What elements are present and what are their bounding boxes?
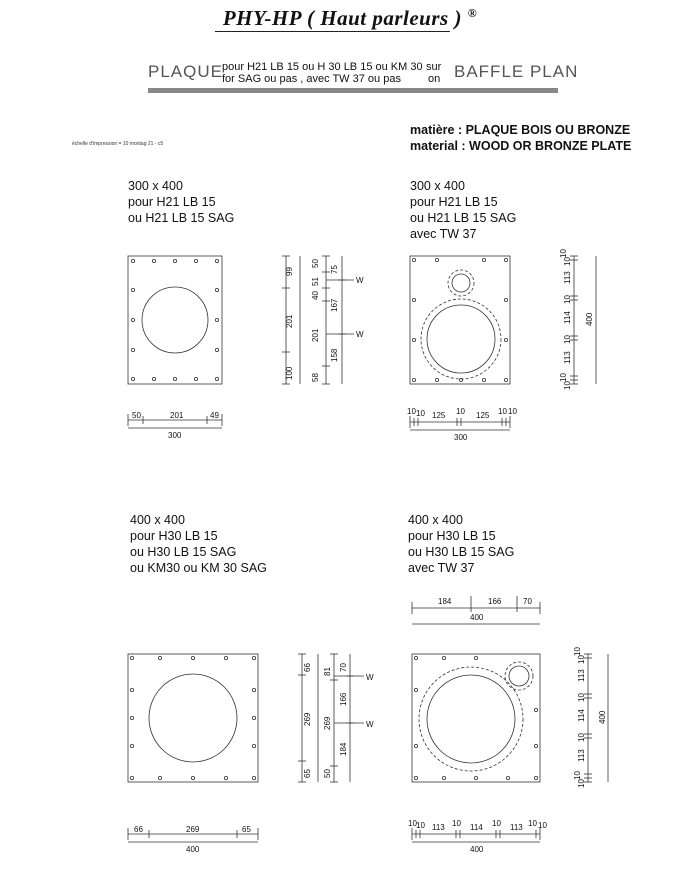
dim-label: 269	[303, 712, 312, 726]
dim-total: 400	[470, 845, 484, 854]
dim-label: 10	[577, 655, 586, 664]
woofer-cutout-outer	[419, 667, 523, 771]
dim-label: 50	[311, 259, 320, 268]
dim-label: 10	[408, 819, 417, 828]
plate-2-line: avec TW 37	[410, 227, 477, 241]
dim-label: 10	[559, 249, 568, 258]
material-en: material : WOOD OR BRONZE PLATE	[410, 139, 632, 153]
word-sur: sur	[426, 61, 442, 73]
dim-label: 158	[330, 348, 339, 362]
plate-1-size: 300 x 400	[128, 179, 183, 193]
dim-label: 269	[323, 716, 332, 730]
dim-label: 10	[508, 407, 517, 416]
plate-3-drawing	[128, 654, 364, 842]
dim-label: 10	[577, 733, 586, 742]
dim-label: 125	[432, 411, 446, 420]
dim-label: 10	[456, 407, 465, 416]
woofer-cutout	[427, 305, 495, 373]
dim-label: 113	[563, 271, 572, 284]
subtitle-line-1: pour H21 LB 15 ou H 30 LB 15 ou KM 30	[222, 61, 423, 73]
dim-total: 300	[168, 431, 182, 440]
dim-total: 400	[585, 312, 594, 326]
dim-label: 125	[476, 411, 490, 420]
dim-label: 50	[132, 411, 141, 420]
dim-label: 184	[438, 597, 452, 606]
dim-label: 50	[323, 769, 332, 778]
dim-label: 58	[311, 373, 320, 382]
plate-1-line: ou H21 LB 15 SAG	[128, 211, 235, 225]
plate-3-line: ou H30 LB 15 SAG	[130, 545, 237, 559]
dim-label: 70	[339, 663, 348, 672]
material-fr: matière : PLAQUE BOIS OU BRONZE	[410, 123, 631, 137]
woofer-cutout	[142, 287, 208, 353]
dim-label: 10	[577, 779, 586, 788]
dim-label: 99	[285, 267, 294, 276]
plate-3-line: pour H30 LB 15	[130, 529, 218, 543]
dim-label: 201	[170, 411, 184, 420]
dim-label: 66	[134, 825, 143, 834]
registered-mark: ®	[467, 6, 478, 20]
tweeter-mark: W	[356, 330, 364, 339]
dim-total: 400	[186, 845, 200, 854]
dim-label: 113	[432, 823, 445, 832]
plate-2-line: pour H21 LB 15	[410, 195, 498, 209]
dim-label: 10	[538, 821, 547, 830]
dim-label: 10	[573, 771, 582, 780]
dim-label: 167	[330, 298, 339, 312]
dim-total: 400	[598, 710, 607, 724]
plate-2-line: ou H21 LB 15 SAG	[410, 211, 517, 225]
dim-label: 100	[285, 366, 294, 380]
plate-2-size: 300 x 400	[410, 179, 465, 193]
woofer-cutout-outer	[421, 299, 501, 379]
dim-label: 114	[577, 709, 586, 722]
plate-4-size: 400 x 400	[408, 513, 463, 527]
tweeter-mark: W	[366, 720, 374, 729]
mounting-holes	[414, 656, 537, 779]
scale-note: échelle d'impression = 10 montag 21 - c5	[72, 141, 164, 147]
dim-label: 10	[416, 409, 425, 418]
dim-label: 66	[303, 663, 312, 672]
plate-4-line: pour H30 LB 15	[408, 529, 496, 543]
dim-label: 10	[452, 819, 461, 828]
plate-3-outline	[128, 654, 258, 782]
word-plaque: PLAQUE	[148, 62, 223, 81]
plate-4-line: avec TW 37	[408, 561, 475, 575]
tweeter-cutout	[509, 666, 529, 686]
dim-label: 201	[285, 314, 294, 328]
woofer-cutout	[427, 675, 515, 763]
tweeter-cutout	[452, 274, 470, 292]
dim-label: 75	[330, 265, 339, 274]
dim-label: 10	[573, 647, 582, 656]
dim-label: 184	[339, 742, 348, 756]
dim-label: 70	[523, 597, 532, 606]
dim-label: 113	[563, 351, 572, 364]
dim-label: 10	[559, 373, 568, 382]
subtitle-line-2: for SAG ou pas , avec TW 37 ou pas	[222, 73, 401, 85]
tweeter-mark: W	[366, 673, 374, 682]
dim-label: 269	[186, 825, 200, 834]
title-text: PHY-HP ( Haut parleurs )	[222, 6, 462, 30]
dim-label: 65	[242, 825, 251, 834]
dim-label: 40	[311, 291, 320, 300]
dim-label: 10	[492, 819, 501, 828]
dim-label: 10	[563, 335, 572, 344]
dim-label: 10	[563, 381, 572, 390]
plate-3-size: 400 x 400	[130, 513, 185, 527]
dim-total: 300	[454, 433, 468, 442]
dim-label: 49	[210, 411, 219, 420]
dim-total: 400	[470, 613, 484, 622]
plate-1-line: pour H21 LB 15	[128, 195, 216, 209]
dim-label: 10	[577, 693, 586, 702]
word-on: on	[428, 73, 441, 85]
dim-label: 65	[303, 769, 312, 778]
dim-label: 10	[416, 821, 425, 830]
dim-label: 114	[563, 311, 572, 324]
dim-label: 81	[323, 667, 332, 676]
word-baffle-plan: BAFFLE PLAN	[454, 62, 579, 81]
plate-2-outline	[410, 256, 510, 384]
dim-label: 113	[577, 749, 586, 762]
dim-label: 10	[498, 407, 507, 416]
dim-label: 201	[311, 328, 320, 342]
dim-label: 10	[563, 295, 572, 304]
tweeter-mark: W	[356, 276, 364, 285]
plate-1-drawing	[128, 256, 354, 428]
dim-label: 10	[563, 257, 572, 266]
plate-4-line: ou H30 LB 15 SAG	[408, 545, 515, 559]
dim-label: 113	[577, 669, 586, 682]
dim-label: 114	[470, 823, 483, 832]
plate-3-line: ou KM30 ou KM 30 SAG	[130, 561, 267, 575]
dim-label: 10	[407, 407, 416, 416]
dim-label: 51	[311, 277, 320, 286]
mounting-holes	[131, 259, 218, 380]
dim-label: 113	[510, 823, 523, 832]
dim-label: 10	[528, 819, 537, 828]
dim-label: 166	[488, 597, 502, 606]
dim-label: 166	[339, 692, 348, 706]
woofer-cutout	[149, 674, 237, 762]
